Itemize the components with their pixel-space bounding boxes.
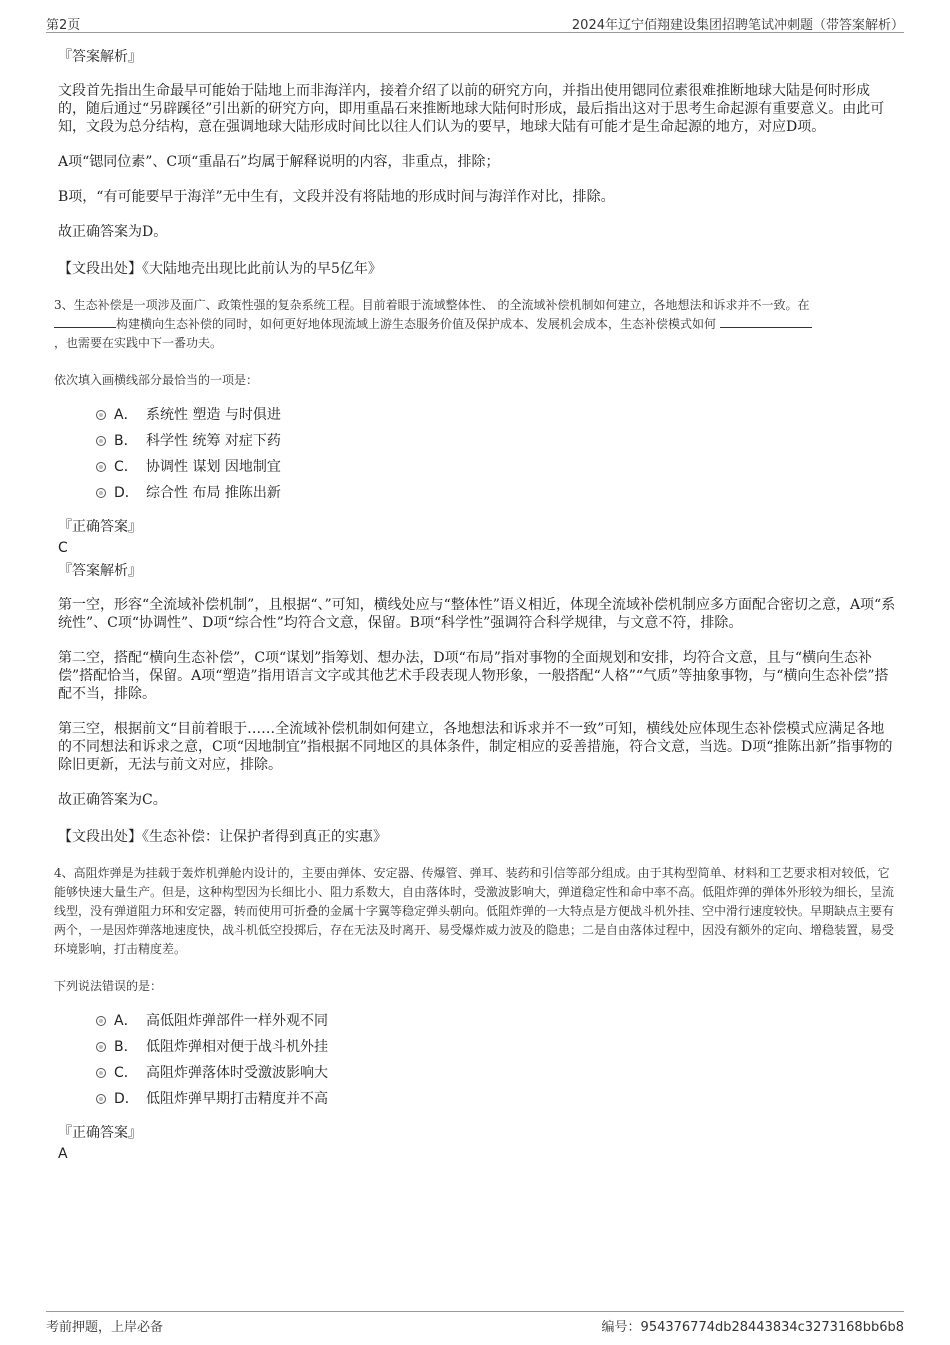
question-text-part: 3、生态补偿是一项涉及面广、政策性强的复杂系统工程。目前着眼于流域整体性、 的全流域补偿机制如何建立，各地想法和诉求并不一致。在 (54, 298, 810, 312)
option-c[interactable] (96, 1062, 896, 1088)
passage-source: 【文段出处】《大陆地壳出现比此前认为的早5亿年》 (58, 261, 382, 277)
option-text: 科学性 统筹 对症下药 (146, 433, 281, 449)
option-key: C． (114, 1065, 138, 1081)
analysis-paragraph: 第二空，搭配“横向生态补偿”，C项“谋划”指筹划、想办法，D项“布局”指对事物的全面规划和安排，均符合文意，且与“横向生态补偿”搭配恰当，保留。A项“塑造”指用语言文字或其他艺术手段表现人物形象，一般搭配“人格”“气质”等抽象事物，与“横向生态补偿”搭配不当，排除。 (58, 650, 889, 702)
correct-answer: C (58, 540, 68, 556)
question-text: 4、高阻炸弹是为挂载于轰炸机弹舱内设计的，主要由弹体、安定器、传爆管、弹耳、装药和引信等部分组成。由于其构型简单、材料和工艺要求相对较低，它能够快速大量生产。但是，这种构型因为长细比小、阻力系数大，自由落体时，受激波影响大，弹道稳定性和命中率不高。低阻炸弹的弹体外形较为细长，呈流线型，没有弹道阻力环和安定器，转而使用可折叠的金属十字翼等稳定弹头朝向。低阻炸弹的一大特点是方便战斗机外挂、空中滑行速度较快。早期缺点主要有两个，一是因炸弹落地速度快，战斗机低空投掷后，存在无法及时离开、易受爆炸威力波及的隐患；二是自由落体过程中，因没有额外的定向、增稳装置，易受环境影响，打击精度差。 (54, 866, 895, 956)
analysis-paragraph: 文段首先指出生命最早可能始于陆地上而非海洋内，接着介绍了以前的研究方向，并指出使用锶同位素很难推断地球大陆是何时形成的，随后通过“另辟蹊径”引出新的研究方向，即用重晶石来推断地球大陆何时形成，最后指出这对于思考生命起源有重要意义。由此可知，文段为总分结构，意在强调地球大陆形成时间比以往人们认为的要早，地球大陆有可能才是生命起源的地方，对应D项。 (58, 83, 885, 135)
option-a[interactable] (96, 1010, 896, 1036)
page-number: 第2页 (46, 18, 81, 33)
option-key: A． (114, 407, 138, 423)
option-text: 低阻炸弹相对便于战斗机外挂 (146, 1039, 328, 1055)
option-key: D． (114, 1091, 139, 1107)
analysis-paragraph: 第一空，形容“全流域补偿机制”，且根据“、”可知，横线处应与“整体性”语义相近，体现全流域补偿机制应多方面配合密切之意，A项“系统性”、C项“协调性”、D项“综合性”均符合文意，保留。B项“科学性”强调符合科学规律，与文意不符，排除。 (58, 597, 896, 631)
passage-source: 【文段出处】《生态补偿：让保护者得到真正的实惠》 (58, 829, 387, 845)
option-key: B． (114, 433, 138, 449)
page-header (46, 12, 904, 33)
answer-label: 『正确答案』 (58, 519, 142, 535)
option-a[interactable] (96, 404, 896, 430)
analysis-paragraph: A项“锶同位素”、C项“重晶石”均属于解释说明的内容，非重点，排除； (58, 154, 500, 170)
option-text: 系统性 塑造 与时俱进 (146, 407, 281, 423)
analysis-label: 『答案解析』 (58, 563, 142, 579)
option-text: 协调性 谋划 因地制宜 (146, 459, 281, 475)
radio-button[interactable] (96, 1016, 106, 1026)
option-text: 高低阻炸弹部件一样外观不同 (146, 1013, 328, 1029)
code-value: 954376774db28443834c3273168bb6b8 (640, 1320, 904, 1335)
question-4 (56, 864, 896, 1162)
analysis-paragraph: 故正确答案为D。 (58, 224, 168, 240)
radio-button[interactable] (96, 1042, 106, 1052)
page-footer (46, 1311, 904, 1335)
question-prompt: 依次填入画横线部分最恰当的一项是： (54, 373, 259, 387)
question-text-part: 构建横向生态补偿的同时，如何更好地体现流域上游生态服务价值及保护成本、发展机会成本，生态补偿模式如何 (116, 317, 717, 331)
analysis-paragraph: B项，“有可能要早于海洋”无中生有，文段并没有将陆地的形成时间与海洋作对比，排除。 (58, 189, 615, 205)
option-d[interactable] (96, 1088, 896, 1114)
code-label: 编号： (601, 1320, 641, 1335)
radio-button[interactable] (96, 1068, 106, 1078)
document-title: 2024年辽宁佰翔建设集团招聘笔试冲刺题（带答案解析） (571, 18, 904, 33)
document-code (602, 1316, 904, 1335)
analysis-label: 『答案解析』 (58, 49, 142, 65)
option-key: D． (114, 485, 139, 501)
correct-answer: A (58, 1146, 68, 1162)
option-text: 低阻炸弹早期打击精度并不高 (146, 1091, 328, 1107)
radio-button[interactable] (96, 1094, 106, 1104)
option-key: B． (114, 1039, 138, 1055)
option-b[interactable] (96, 1036, 896, 1062)
footer-slogan: 考前押题，上岸必备 (46, 1320, 164, 1335)
question-text-part: ，也需要在实践中下一番功夫。 (54, 336, 223, 350)
option-key: C． (114, 459, 138, 475)
analysis-paragraph: 故正确答案为C。 (58, 792, 167, 808)
question-text (54, 296, 896, 353)
fill-blank (54, 315, 116, 328)
radio-button[interactable] (96, 488, 106, 498)
option-text: 综合性 布局 推陈出新 (146, 485, 281, 501)
option-key: A． (114, 1013, 138, 1029)
radio-button[interactable] (96, 436, 106, 446)
q2-analysis (56, 46, 896, 278)
option-list (96, 1010, 896, 1114)
option-b[interactable] (96, 430, 896, 456)
question-prompt: 下列说法错误的是： (54, 979, 163, 993)
option-list (96, 404, 896, 508)
option-c[interactable] (96, 456, 896, 482)
answer-label: 『正确答案』 (58, 1125, 142, 1141)
option-text: 高阻炸弹落体时受激波影响大 (146, 1065, 328, 1081)
analysis-paragraph: 第三空，根据前文“目前着眼于……全流域补偿机制如何建立，各地想法和诉求并不一致”可知，横线处应体现生态补偿模式应满足各地的不同想法和诉求之意，C项“因地制宜”指根据不同地区的具体条件，制定相应的妥善措施，符合文意，当选。D项“推陈出新”指事物的除旧更新，无法与前文对应，排除。 (58, 721, 893, 773)
option-d[interactable] (96, 482, 896, 508)
question-3 (56, 296, 896, 846)
page-content (56, 46, 896, 1166)
radio-button[interactable] (96, 410, 106, 420)
radio-button[interactable] (96, 462, 106, 472)
fill-blank (720, 315, 812, 328)
